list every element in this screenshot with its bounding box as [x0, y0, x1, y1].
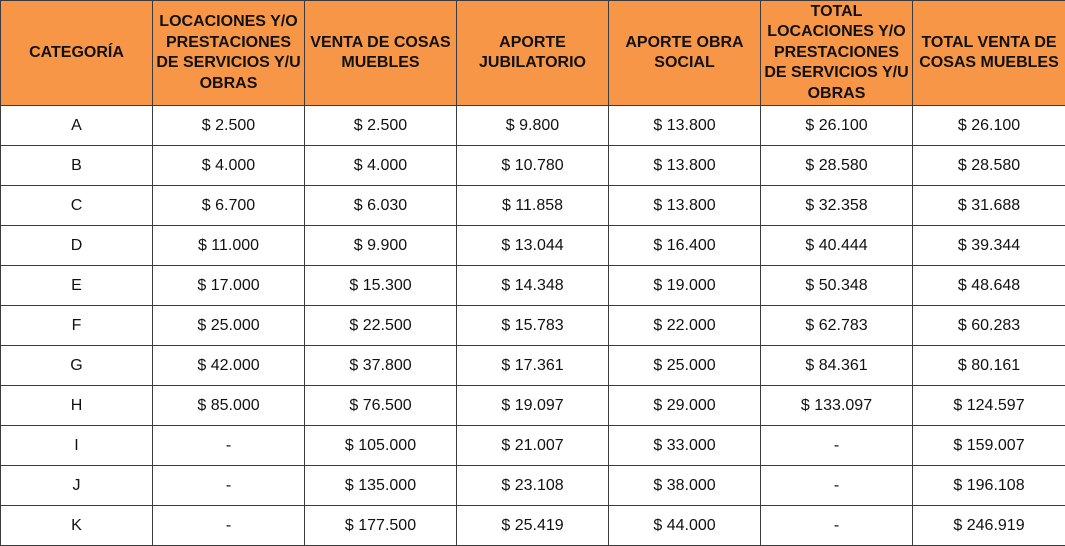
- categoria-cell: C: [1, 186, 153, 226]
- venta-cosas-muebles-cell: $ 37.800: [305, 346, 457, 386]
- aporte-obra-social-cell: $ 44.000: [609, 506, 761, 546]
- aporte-jubilatorio-cell: $ 13.044: [457, 226, 609, 266]
- table-row: [1, 466, 1065, 506]
- table-row: [1, 266, 1065, 306]
- table-row: [1, 146, 1065, 186]
- aporte-jubilatorio-cell: $ 19.097: [457, 386, 609, 426]
- locaciones-cell: $ 17.000: [153, 266, 305, 306]
- total-venta-cosas-muebles-cell: $ 26.100: [913, 106, 1065, 146]
- table-row: [1, 346, 1065, 386]
- total-locaciones-cell: $ 28.580: [761, 146, 913, 186]
- venta-cosas-muebles-cell: $ 2.500: [305, 106, 457, 146]
- aporte-jubilatorio-cell: $ 17.361: [457, 346, 609, 386]
- aporte-obra-social-cell: $ 13.800: [609, 186, 761, 226]
- total-locaciones-cell: $ 84.361: [761, 346, 913, 386]
- table-row: [1, 226, 1065, 266]
- total-locaciones-cell: $ 40.444: [761, 226, 913, 266]
- total-venta-cosas-muebles-cell: $ 60.283: [913, 306, 1065, 346]
- total-venta-cosas-muebles-cell: $ 28.580: [913, 146, 1065, 186]
- table-row: [1, 426, 1065, 466]
- locaciones-cell: $ 25.000: [153, 306, 305, 346]
- aporte-obra-social-cell: $ 13.800: [609, 146, 761, 186]
- aporte-obra-social-cell: $ 19.000: [609, 266, 761, 306]
- categoria-cell: F: [1, 306, 153, 346]
- categoria-cell: I: [1, 426, 153, 466]
- total-locaciones-cell: -: [761, 426, 913, 466]
- table-header: [1, 1, 1065, 106]
- aporte-obra-social-cell: $ 25.000: [609, 346, 761, 386]
- total-locaciones-cell: -: [761, 506, 913, 546]
- header-categoria: CATEGORÍA: [1, 1, 153, 106]
- total-venta-cosas-muebles-cell: $ 39.344: [913, 226, 1065, 266]
- header-venta-cosas-muebles: VENTA DE COSAS MUEBLES: [305, 1, 457, 106]
- total-locaciones-cell: -: [761, 466, 913, 506]
- aporte-jubilatorio-cell: $ 21.007: [457, 426, 609, 466]
- categoria-cell: H: [1, 386, 153, 426]
- aporte-jubilatorio-cell: $ 11.858: [457, 186, 609, 226]
- total-locaciones-cell: $ 62.783: [761, 306, 913, 346]
- aporte-obra-social-cell: $ 13.800: [609, 106, 761, 146]
- header-total-venta-cosas-muebles: TOTAL VENTA DE COSAS MUEBLES: [913, 1, 1065, 106]
- aporte-jubilatorio-cell: $ 23.108: [457, 466, 609, 506]
- total-venta-cosas-muebles-cell: $ 124.597: [913, 386, 1065, 426]
- total-venta-cosas-muebles-cell: $ 196.108: [913, 466, 1065, 506]
- categoria-cell: K: [1, 506, 153, 546]
- total-venta-cosas-muebles-cell: $ 31.688: [913, 186, 1065, 226]
- locaciones-cell: $ 2.500: [153, 106, 305, 146]
- locaciones-cell: -: [153, 426, 305, 466]
- categoria-cell: E: [1, 266, 153, 306]
- total-venta-cosas-muebles-cell: $ 48.648: [913, 266, 1065, 306]
- table-row: [1, 306, 1065, 346]
- aporte-obra-social-cell: $ 29.000: [609, 386, 761, 426]
- venta-cosas-muebles-cell: $ 22.500: [305, 306, 457, 346]
- locaciones-cell: $ 4.000: [153, 146, 305, 186]
- venta-cosas-muebles-cell: $ 135.000: [305, 466, 457, 506]
- aporte-obra-social-cell: $ 38.000: [609, 466, 761, 506]
- categoria-cell: A: [1, 106, 153, 146]
- locaciones-cell: $ 11.000: [153, 226, 305, 266]
- categoria-cell: D: [1, 226, 153, 266]
- total-locaciones-cell: $ 133.097: [761, 386, 913, 426]
- aporte-jubilatorio-cell: $ 9.800: [457, 106, 609, 146]
- aporte-obra-social-cell: $ 22.000: [609, 306, 761, 346]
- categoria-cell: G: [1, 346, 153, 386]
- header-aporte-jubilatorio: APORTE JUBILATORIO: [457, 1, 609, 106]
- total-venta-cosas-muebles-cell: $ 80.161: [913, 346, 1065, 386]
- aporte-obra-social-cell: $ 33.000: [609, 426, 761, 466]
- categoria-cell: B: [1, 146, 153, 186]
- locaciones-cell: -: [153, 506, 305, 546]
- venta-cosas-muebles-cell: $ 9.900: [305, 226, 457, 266]
- total-locaciones-cell: $ 26.100: [761, 106, 913, 146]
- total-venta-cosas-muebles-cell: $ 246.919: [913, 506, 1065, 546]
- header-row: [1, 1, 1065, 106]
- header-aporte-obra-social: APORTE OBRA SOCIAL: [609, 1, 761, 106]
- aporte-jubilatorio-cell: $ 25.419: [457, 506, 609, 546]
- table-row: [1, 106, 1065, 146]
- venta-cosas-muebles-cell: $ 15.300: [305, 266, 457, 306]
- venta-cosas-muebles-cell: $ 177.500: [305, 506, 457, 546]
- table-row: [1, 186, 1065, 226]
- header-total-locaciones: TOTAL LOCACIONES Y/O PRESTACIONES DE SERVICIOS Y/U OBRAS: [761, 1, 913, 106]
- venta-cosas-muebles-cell: $ 76.500: [305, 386, 457, 426]
- locaciones-cell: $ 85.000: [153, 386, 305, 426]
- table-row: [1, 386, 1065, 426]
- locaciones-cell: -: [153, 466, 305, 506]
- table-body: [1, 106, 1065, 546]
- aporte-jubilatorio-cell: $ 10.780: [457, 146, 609, 186]
- total-locaciones-cell: $ 50.348: [761, 266, 913, 306]
- locaciones-cell: $ 42.000: [153, 346, 305, 386]
- header-locaciones: LOCACIONES Y/O PRESTACIONES DE SERVICIOS Y/U OBRAS: [153, 1, 305, 106]
- aporte-jubilatorio-cell: $ 14.348: [457, 266, 609, 306]
- venta-cosas-muebles-cell: $ 6.030: [305, 186, 457, 226]
- total-venta-cosas-muebles-cell: $ 159.007: [913, 426, 1065, 466]
- table-row: [1, 506, 1065, 546]
- venta-cosas-muebles-cell: $ 105.000: [305, 426, 457, 466]
- aporte-jubilatorio-cell: $ 15.783: [457, 306, 609, 346]
- aporte-obra-social-cell: $ 16.400: [609, 226, 761, 266]
- total-locaciones-cell: $ 32.358: [761, 186, 913, 226]
- categoria-cell: J: [1, 466, 153, 506]
- venta-cosas-muebles-cell: $ 4.000: [305, 146, 457, 186]
- locaciones-cell: $ 6.700: [153, 186, 305, 226]
